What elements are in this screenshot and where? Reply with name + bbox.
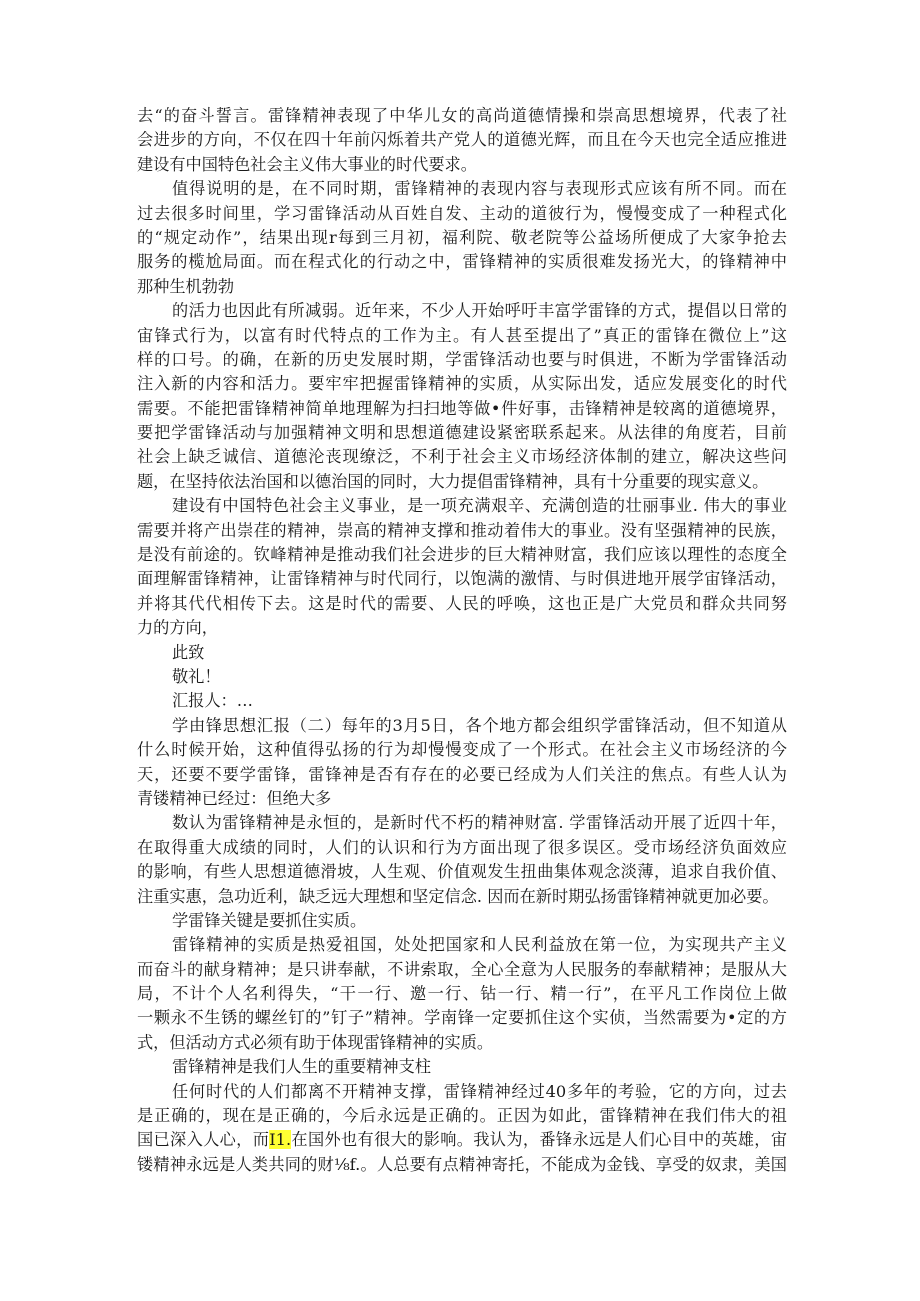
text-line: 雷锋精神是我们人生的重要精神支柱 [172, 1057, 431, 1077]
text-line: 而奋斗的献身精神；是只讲奉献，不讲索取，全心全意为人民服务的奉献精神；是服从大 [137, 959, 787, 979]
text-line: 需要。不能把雷锋精神简单地理解为扫扫地等做•件好事，击锋精神是较离的道德境界， [137, 398, 787, 418]
text-line: 过去很多时间里，学习雷锋活动从百姓自发、主动的道彼行为，慢慢变成了一种程式化 [137, 203, 787, 223]
text-line: 建设有中国特色社会主义事业，是一项充满艰辛、充满创造的壮丽事业. 伟大的事业 [172, 496, 787, 516]
document-body [137, 104, 787, 1177]
text-line: 并将其代代相传下去。这是时代的需要、人民的呼唤，这也正是广大党员和群众共同努 [137, 593, 787, 613]
text-line: 力的方向， [137, 618, 218, 638]
text-line: 学由锋思想汇报（二）每年的3月5日，各个地方都会组织学雷锋活动，但不知道从 [172, 715, 787, 735]
text-line: 局，不计个人名利得失，“干一行、邀一行、钻一行、精一行”，在平凡工作岗位上做 [137, 984, 787, 1004]
text-line: 汇报人：… [172, 691, 253, 711]
text-line: 是正确的，现在是正确的，今后永远是正确的。正因为如此，雷锋精神在我们伟大的祖 [137, 1106, 787, 1126]
text-line: 什么时候开始，这种值得弘扬的行为却慢慢变成了一个形式。在社会主义市场经济的今 [137, 740, 787, 760]
text-line: 需要并将产出崇荏的精神，崇高的精神支撑和推动着伟大的事业。没有坚强精神的民族， [137, 520, 787, 540]
text-line: 镂精神永远是人类共同的财⅛f.。人总要有点精神寄托，不能成为金钱、享受的奴隶，美国 [137, 1154, 787, 1174]
text-line: 注重实惠，急功近利，缺乏远大理想和坚定信念. 因而在新时期弘扬雷锋精神就更加必要。 [137, 886, 779, 906]
text-line: 学雷锋关键是要抓住实质。 [172, 910, 367, 930]
text-line: 数认为雷锋精神是永恒的，是新时代不朽的精神财富. 学雷锋活动开展了近四十年， [172, 813, 787, 833]
text-line: 的活力也因此有所减弱。近年来，不少人开始呼吁丰富学雷锋的方式，提倡以日常的 [172, 301, 787, 321]
text-line: 在取得重大成绩的同时，人们的认识和行为方面出现了很多误区。受市场经济负面效应 [137, 837, 787, 857]
text-line: 注入新的内容和活力。要牢牢把握雷锋精神的实质，从实际出发，适应发展变化的时代 [137, 374, 787, 394]
text-line: 一颗永不生锈的螺丝钉的”钉子”精神。学南锋一定要抓住这个实侦，当然需要为•定的方 [137, 1008, 787, 1028]
text-line: 的影响，有些人思想道德滑坡，人生观、价值观发生扭曲集体观念淡薄，追求自我价值、 [137, 862, 787, 882]
text-line: 题，在坚持依法治国和以德治国的同时，大力提倡雷锋精神，具有十分重要的现实意义。 [137, 471, 769, 491]
text-line: 天，还要不要学雷锋，雷锋神是否有存在的必要已经成为人们关注的焦点。有些人认为 [137, 764, 787, 784]
highlighted-text: I1. [269, 1130, 292, 1150]
text-line: 社会上缺乏诚信、道德沦丧现缭泛，不利于社会主义市场经济体制的建立，解决这些问 [137, 447, 787, 467]
text-line: 会进步的方向，不仅在四十年前闪烁着共产党人的道德光辉，而且在今天也完全适应推进 [137, 130, 787, 150]
text-line: 去“的奋斗誓言。雷锋精神表现了中华儿女的高尚道德情操和崇高思想境界，代表了社 [137, 106, 787, 125]
text-line: 值得说明的是，在不同时期，雷锋精神的表现内容与表现形式应该有所不同。而在 [172, 179, 787, 199]
text-line: 的“规定动作”，结果出现r每到三月初，福利院、敬老院等公益场所便成了大家争抢去 [137, 227, 787, 247]
text-line: 服务的榄尬局面。而在程式化的行动之中，雷锋精神的实质很难发扬光大，的锋精神中 [137, 252, 787, 272]
text-line: 敬礼！ [172, 666, 221, 686]
text-line: 此致 [172, 642, 205, 662]
text-line: 宙锋式行为，以富有时代特点的工作为主。有人甚至提出了”真正的雷锋在微位上”这 [137, 325, 787, 345]
text-line: 国已深入人心，而I1.在国外也有很大的影响。我认为，番锋永远是人们心目中的英雄，宙 [137, 1130, 787, 1150]
text-line: 雷锋精神的实质是热爱祖国，处处把国家和人民利益放在第一位，为实现共产主义 [172, 935, 787, 955]
text-line: 面理解雷锋精神，让雷锋精神与时代同行，以饱满的激情、与时俱进地开展学宙锋活动， [137, 569, 787, 589]
text-line: 要把学雷锋活动与加强精神文明和思想道德建设紧密联系起来。从法律的角度若，目前 [137, 423, 787, 443]
text-line: 那种生机勃勃 [137, 276, 235, 296]
text-line: 任何时代的人们都离不开精神支撑，雷锋精神经过40多年的考验，它的方向，过去 [172, 1081, 787, 1101]
text-line: 是没有前途的。钦峰精神是推动我们社会进步的巨大精神财富，我们应该以理性的态度全 [137, 545, 787, 565]
text-line: 式，但活动方式必须有助于体现雷锋精神的实质。 [137, 1032, 494, 1052]
text-line: 样的口号。的确，在新的历史发展时期，学雷锋活动也要与时俱进，不断为学雷锋活动 [137, 349, 787, 369]
text-line: 青镂精神已经过：但绝大多 [137, 788, 332, 808]
text-line: 建设有中国特色社会主义伟大事业的时代要求。 [137, 154, 477, 174]
